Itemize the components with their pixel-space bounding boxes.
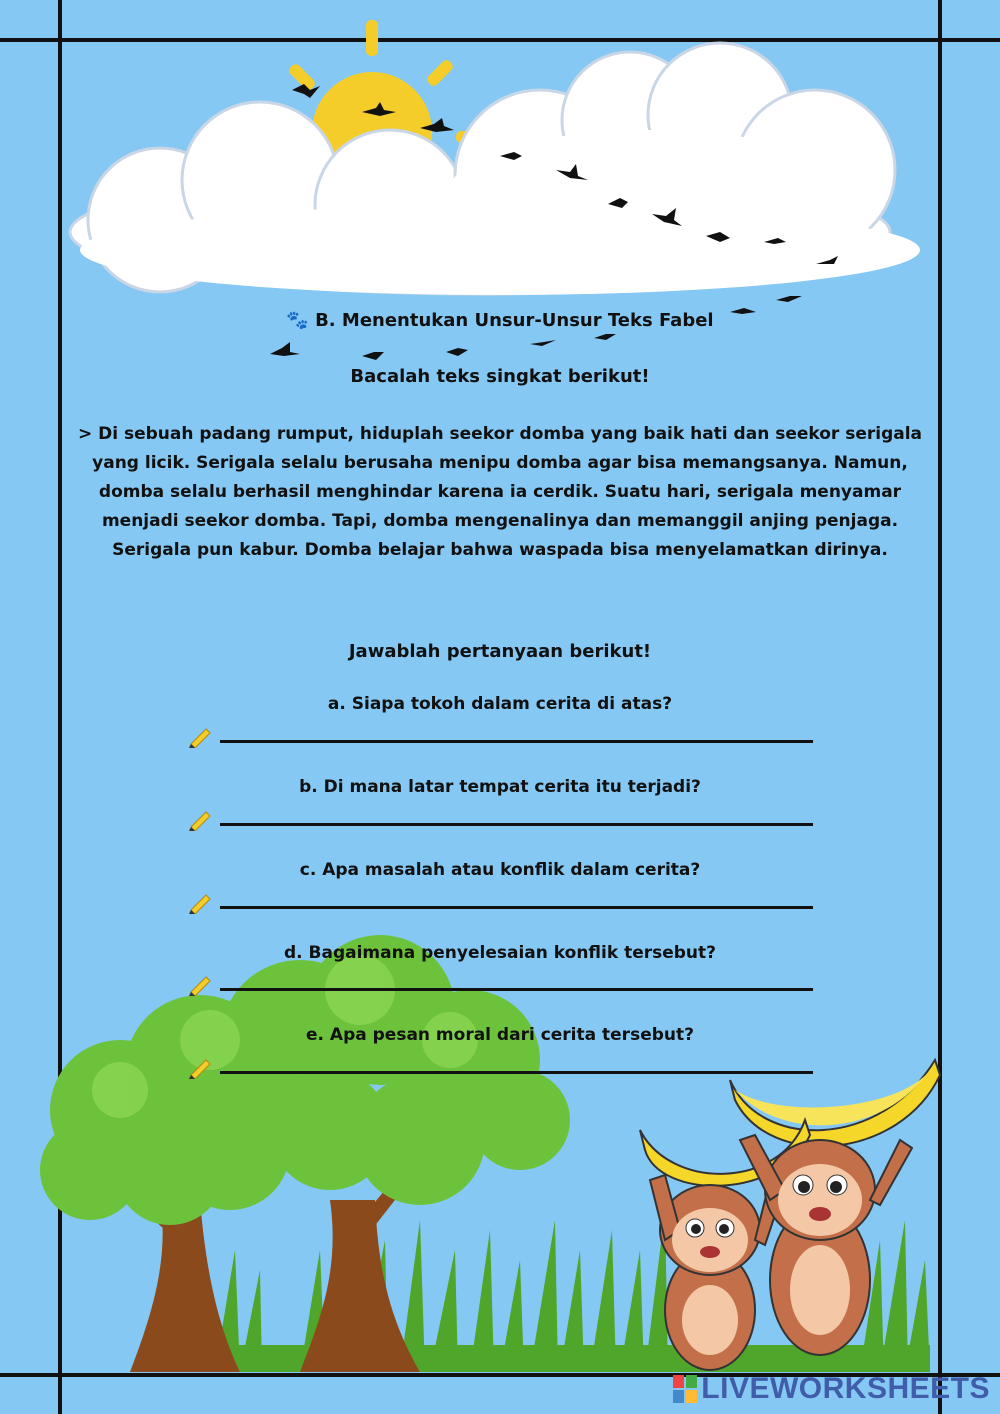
pencil-icon	[188, 807, 214, 831]
liveworksheets-logo-icon	[673, 1375, 697, 1403]
answer-field-a[interactable]	[188, 720, 813, 748]
pencil-icon	[188, 972, 214, 996]
answer-line	[220, 988, 813, 991]
question-c: c. Apa masalah atau konflik dalam cerita?	[299, 860, 701, 880]
answer-line	[220, 906, 813, 909]
answer-line	[220, 1071, 813, 1074]
watermark-brand-text: LIVEWORKSHEETS	[701, 1372, 990, 1405]
answer-line	[220, 823, 813, 826]
questions-header: Jawablah pertanyaan berikut!	[348, 641, 652, 662]
answer-line	[220, 740, 813, 743]
answer-field-d[interactable]	[188, 968, 813, 996]
question-d: d. Bagaimana penyelesaian konflik tersebut?	[283, 943, 717, 963]
pencil-icon	[188, 724, 214, 748]
fable-story-text: > Di sebuah padang rumput, hiduplah seekor domba yang baik hati dan seekor serigala yang licik. Serigala selalu berusaha menipu domba agar bisa memangsanya. Namun, domba selalu berhasil menghindar karena ia cerdik. Suatu hari, serigala menyamar menjadi seekor domba. Tapi, domba mengenalinya dan memanggil anjing penjaga. Serigala pun kabur. Domba belajar bahwa waspada bisa menyelamatkan dirinya.	[77, 424, 923, 560]
pencil-icon	[188, 890, 214, 914]
reading-instruction: Bacalah teks singkat berikut!	[350, 366, 650, 387]
question-b: b. Di mana latar tempat cerita itu terjadi?	[299, 777, 701, 797]
section-title: 🐾 B. Menentukan Unsur-Unsur Teks Fabel	[286, 310, 714, 331]
question-a: a. Siapa tokoh dalam cerita di atas?	[327, 694, 673, 714]
answer-field-b[interactable]	[188, 803, 813, 831]
clouds	[70, 43, 920, 295]
question-e: e. Apa pesan moral dari cerita tersebut?	[306, 1025, 694, 1045]
liveworksheets-watermark[interactable]	[673, 1372, 990, 1406]
answer-field-c[interactable]	[188, 886, 813, 914]
answer-field-e[interactable]	[188, 1051, 813, 1079]
pencil-icon	[188, 1055, 214, 1079]
